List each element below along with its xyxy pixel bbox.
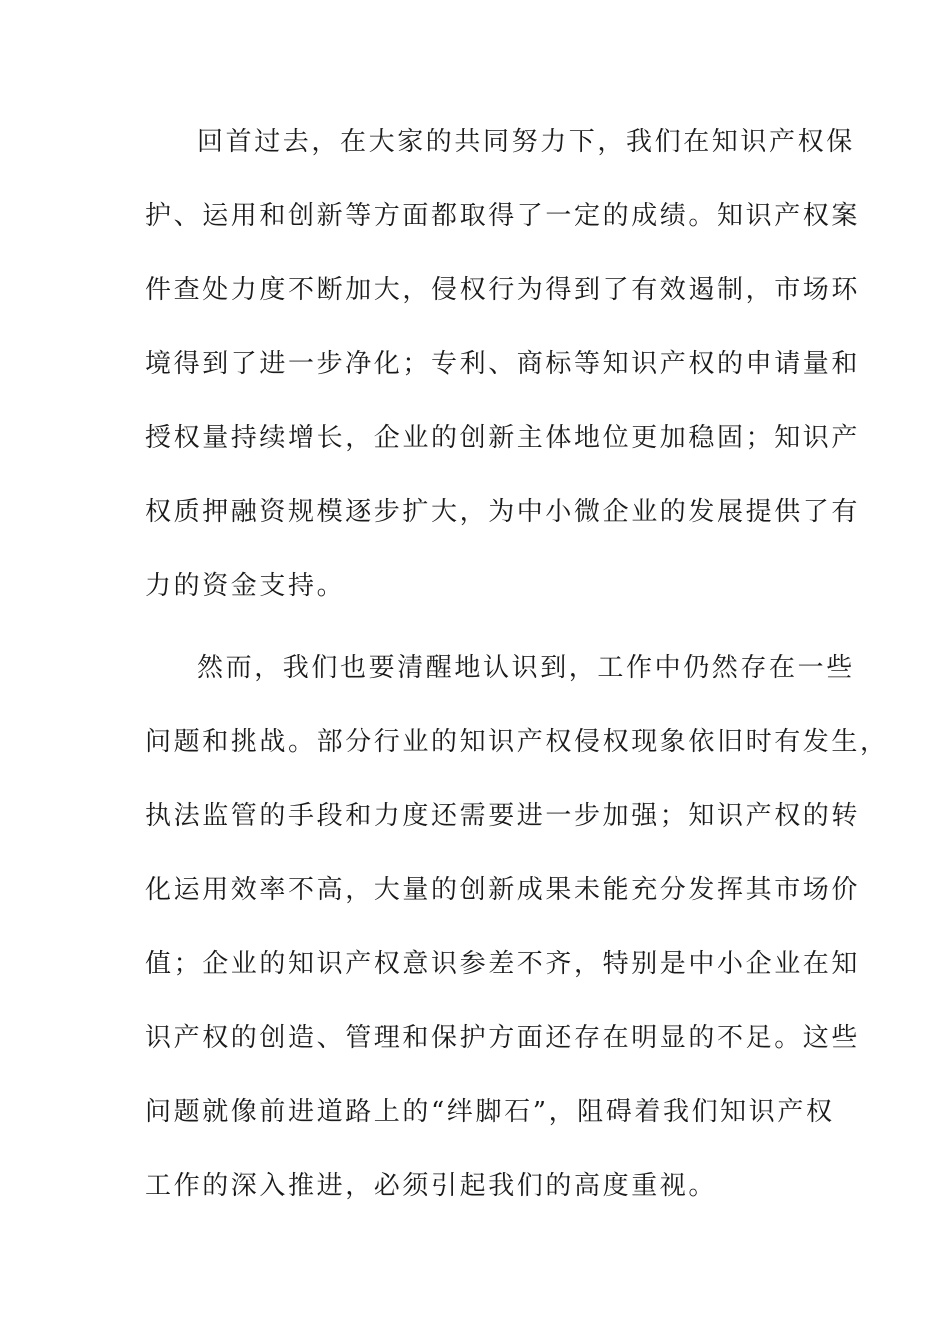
text-line: 力的资金支持。 xyxy=(145,571,346,601)
text-line: 然而，我们也要清醒地认识到，工作中仍然存在一些 xyxy=(197,653,855,683)
text-line: 授权量持续增长，企业的创新主体地位更加稳固；知识产 xyxy=(145,423,861,453)
text-line: 件查处力度不断加大，侵权行为得到了有效遏制，市场环 xyxy=(145,275,861,305)
text-line: 值；企业的知识产权意识参差不齐，特别是中小企业在知 xyxy=(145,949,861,979)
text-line: 境得到了进一步净化；专利、商标等知识产权的申请量和 xyxy=(145,349,861,379)
text-line: 护、运用和创新等方面都取得了一定的成绩。知识产权案 xyxy=(145,201,861,231)
text-line: 回首过去，在大家的共同努力下，我们在知识产权保 xyxy=(197,127,855,157)
text-line: 化运用效率不高，大量的创新成果未能充分发挥其市场价 xyxy=(145,875,861,905)
text-line: 执法监管的手段和力度还需要进一步加强；知识产权的转 xyxy=(145,801,861,831)
text-line: 工作的深入推进，必须引起我们的高度重视。 xyxy=(145,1171,718,1201)
text-line: 问题和挑战。部分行业的知识产权侵权现象依旧时有发生， xyxy=(145,727,889,757)
text-line: 问题就像前进道路上的“绊脚石”，阻碍着我们知识产权 xyxy=(145,1097,835,1127)
text-line: 权质押融资规模逐步扩大，为中小微企业的发展提供了有 xyxy=(145,497,861,527)
text-line: 识产权的创造、管理和保护方面还存在明显的不足。这些 xyxy=(145,1023,861,1053)
